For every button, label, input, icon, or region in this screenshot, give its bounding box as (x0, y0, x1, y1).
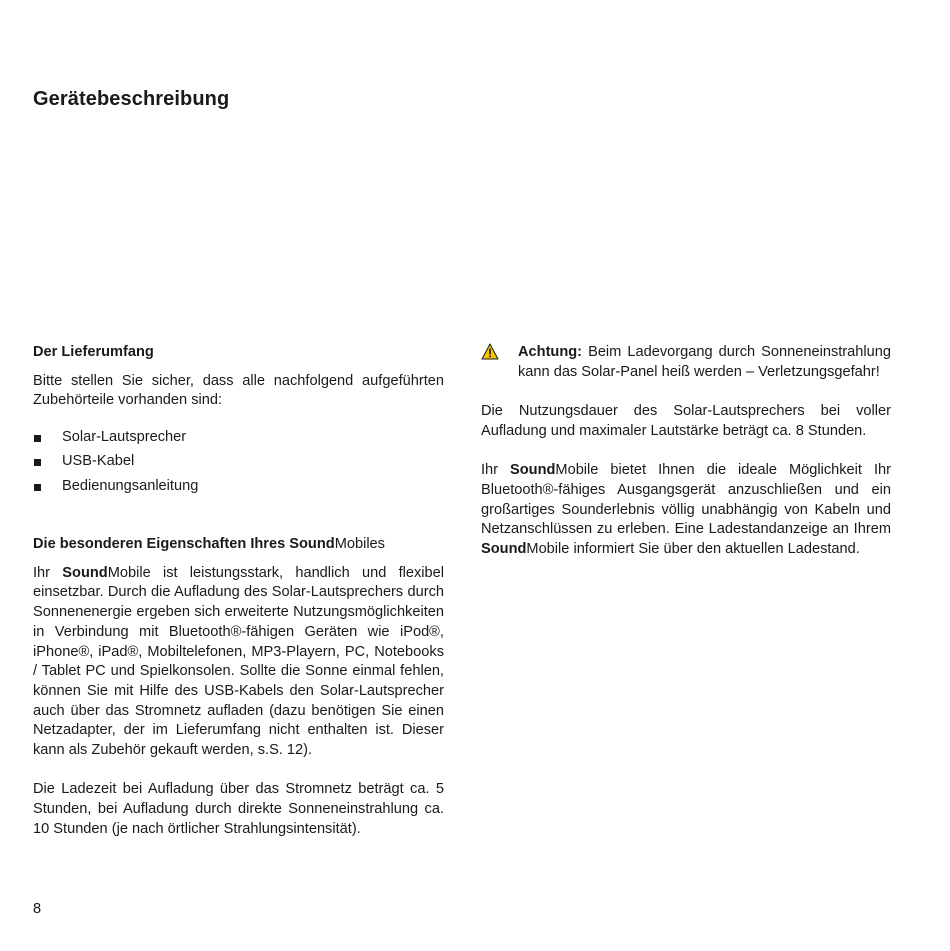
features-p1-text: Mobile ist leistungsstark, handlich und flexibel einsetzbar. Durch die Aufladung des Solar-Lautsprechers durch Sonnenenergie ergeben sich erweiterte Nutzungsmöglichkeiten in Verbindung mit Bluetooth®-fähigen Geräten wie iPod®, iPhone®, iPad®, Mobiltelefonen, MP3-Playern, PC, Notebooks / Tablet PC und Spielkonsolen. Sollte die Sonne einmal fehlen, können Sie mit Hilfe des USB-Kabels den Solar-Lautsprecher auch über das Stromnetz aufladen (dazu benötigen Sie einen Netzadapter, der im Lieferumfang nicht enthalten ist. Dieser kann als Zubehör gekauft werden, s.S. 12). (33, 564, 444, 759)
features-heading-prefix: Die besonderen Eigenschaften Ihres (33, 536, 290, 552)
delivery-intro: Bitte stellen Sie sicher, dass alle nachfolgend aufgeführten Zubehörteile vorhanden sind: (33, 372, 444, 409)
left-column (33, 343, 444, 840)
ideal-middle: Mobile bietet Ihnen die ideale Möglichkeit Ihr Bluetooth®-fähiges Ausgangsgerät anzuschließen und ein großartiges Sounderlebnis völlig unabhängig von Kabeln und Netzanschlüssen zu erleben. Eine Ladestandanzeige an Ihrem (481, 462, 891, 538)
features-heading (33, 535, 444, 555)
usage-duration-paragraph: Die Nutzungsdauer des Solar-Lautsprechers bei voller Aufladung und maximaler Lautstärke beträgt ca. 8 Stunden. (481, 403, 891, 439)
list-item (33, 477, 444, 497)
delivery-list (33, 428, 444, 496)
charging-time-paragraph: Die Ladezeit bei Aufladung über das Stromnetz beträgt ca. 5 Stunden, bei Aufladung durch direkte Sonneneinstrahlung ca. 10 Stunden (je nach örtlicher Strahlungsintensität). (33, 781, 444, 837)
list-item (33, 452, 444, 472)
list-item-label: Bedienungsanleitung (62, 477, 199, 494)
brand-sound-bold: Sound (289, 536, 335, 552)
brand-sound-bold: Sound (510, 462, 556, 479)
warning-triangle-icon (481, 343, 499, 360)
brand-sound-bold: Sound (481, 541, 527, 557)
list-item-label: USB-Kabel (62, 453, 135, 470)
bullet-square-icon (34, 435, 41, 442)
bullet-square-icon (34, 484, 41, 491)
ideal-suffix: Mobile informiert Sie über den aktuellen Ladestand. (526, 541, 860, 557)
delivery-heading: Der Lieferumfang (33, 344, 154, 360)
page-title: Gerätebeschreibung (33, 88, 230, 110)
list-item (33, 428, 444, 448)
list-item-label: Solar-Lautsprecher (62, 429, 187, 446)
warning-notice (481, 343, 891, 382)
features-p1-prefix: Ihr (33, 564, 63, 581)
brand-mobile-rest: Mobiles (334, 536, 385, 552)
ideal-usage-paragraph (481, 461, 891, 560)
warning-text (518, 343, 891, 382)
brand-sound-bold: Sound (62, 564, 108, 581)
warning-message: Beim Ladevorgang durch Sonneneinstrahlung kann das Solar-Panel heiß werden – Verletzungsgefahr! (518, 344, 891, 380)
right-column (481, 343, 891, 560)
bullet-square-icon (34, 459, 41, 466)
page-number: 8 (33, 901, 42, 917)
features-paragraph (33, 564, 444, 761)
warning-label: Achtung: (518, 344, 583, 360)
ideal-prefix: Ihr (481, 462, 511, 479)
